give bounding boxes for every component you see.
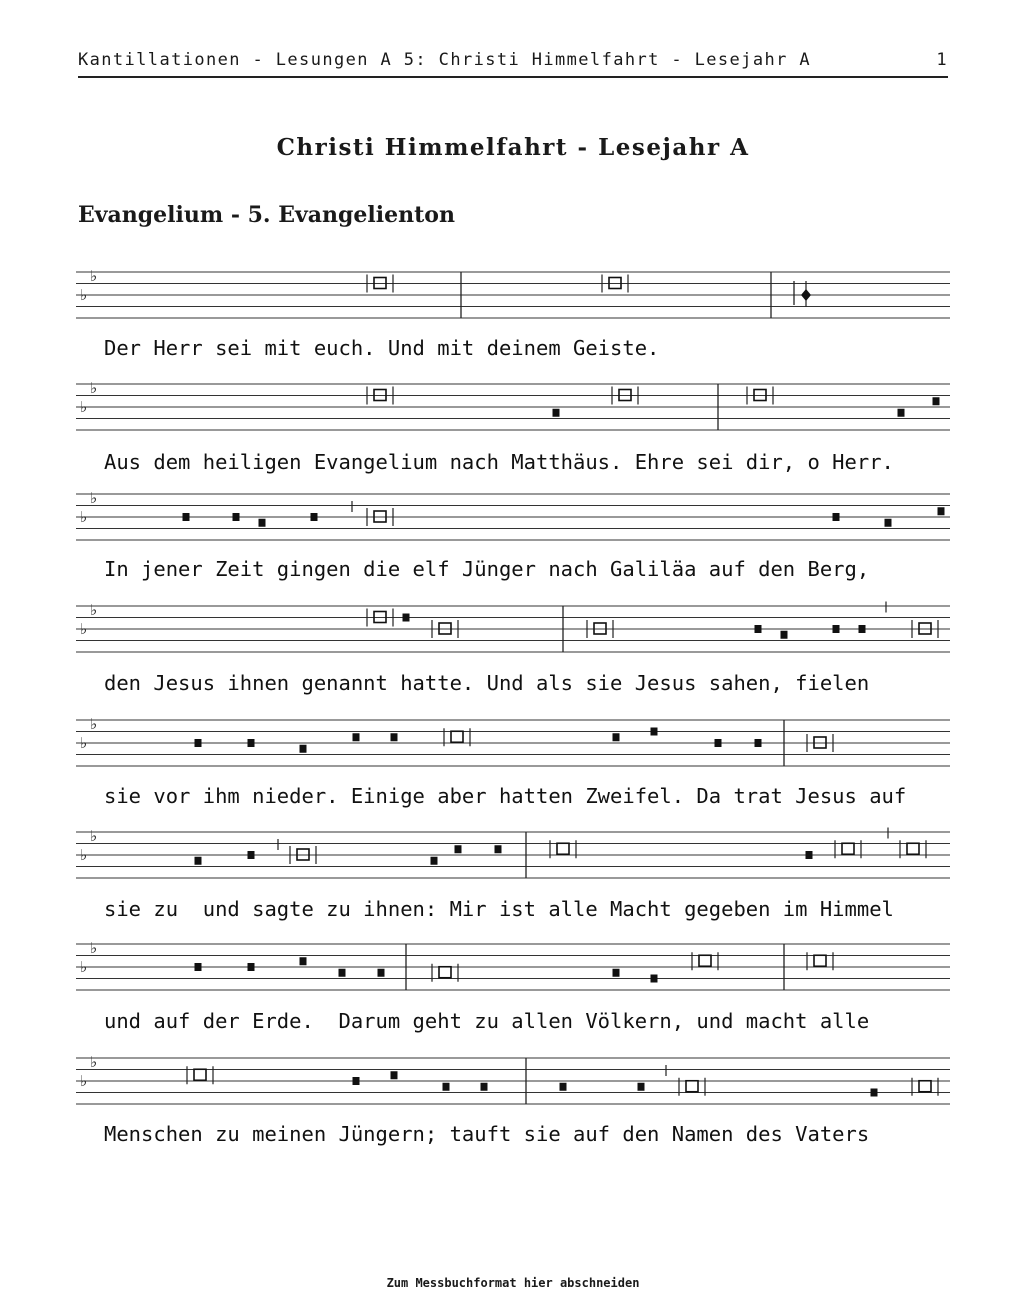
chant-note bbox=[248, 851, 255, 859]
svg-text:♭: ♭ bbox=[80, 846, 88, 864]
svg-text:♭: ♭ bbox=[90, 267, 98, 285]
chant-note bbox=[300, 745, 307, 753]
svg-text:♭: ♭ bbox=[90, 827, 98, 845]
flat-clef-icon bbox=[80, 827, 97, 864]
chant-note bbox=[833, 625, 840, 633]
flat-clef-icon bbox=[80, 601, 97, 638]
staff-svg bbox=[76, 266, 950, 326]
staff-line-1 bbox=[76, 266, 950, 326]
chant-note bbox=[495, 845, 502, 853]
chant-note bbox=[339, 969, 346, 977]
svg-text:♭: ♭ bbox=[90, 379, 98, 397]
chant-note bbox=[638, 1083, 645, 1091]
reciting-tone-note bbox=[900, 840, 926, 858]
staff-svg bbox=[76, 488, 950, 548]
staff-svg bbox=[76, 826, 950, 886]
chant-note bbox=[248, 739, 255, 747]
staff-svg bbox=[76, 600, 950, 660]
reciting-tone-note bbox=[444, 728, 470, 746]
svg-text:♭: ♭ bbox=[80, 1072, 88, 1090]
flat-clef-icon bbox=[80, 489, 97, 526]
chant-note bbox=[613, 969, 620, 977]
chant-note bbox=[195, 857, 202, 865]
svg-text:♭: ♭ bbox=[80, 286, 88, 304]
header-title: Kantillationen - Lesungen A 5: Christi Himmelfahrt - Lesejahr A bbox=[78, 50, 811, 70]
reciting-tone-note bbox=[835, 840, 861, 858]
chant-note bbox=[455, 845, 462, 853]
staff-line-3 bbox=[76, 488, 950, 548]
chant-note bbox=[898, 409, 905, 417]
chant-note bbox=[833, 513, 840, 521]
chant-note bbox=[300, 957, 307, 965]
svg-text:♭: ♭ bbox=[90, 601, 98, 619]
chant-note bbox=[938, 507, 945, 515]
reciting-tone-note bbox=[692, 952, 718, 970]
staff-line-4 bbox=[76, 600, 950, 660]
header-rule bbox=[78, 76, 948, 78]
chant-note bbox=[613, 733, 620, 741]
chant-note bbox=[403, 614, 410, 622]
chant-note bbox=[781, 631, 788, 639]
svg-text:♭: ♭ bbox=[80, 508, 88, 526]
lyric-line: Aus dem heiligen Evangelium nach Matthäus. Ehre sei dir, o Herr. bbox=[104, 450, 894, 474]
flat-clef-icon bbox=[80, 939, 97, 976]
lyric-line: den Jesus ihnen genannt hatte. Und als sie Jesus sahen, fielen bbox=[104, 671, 870, 695]
chant-note bbox=[195, 739, 202, 747]
staff-line-5 bbox=[76, 714, 950, 774]
page-title: Christi Himmelfahrt - Lesejahr A bbox=[276, 134, 750, 161]
svg-text:♭: ♭ bbox=[80, 620, 88, 638]
chant-note bbox=[183, 513, 190, 521]
chant-note bbox=[755, 625, 762, 633]
cut-line-note: Zum Messbuchformat hier abschneiden bbox=[386, 1276, 640, 1290]
svg-text:♭: ♭ bbox=[90, 1053, 98, 1071]
chant-note bbox=[651, 975, 658, 983]
chant-note bbox=[715, 739, 722, 747]
svg-text:♭: ♭ bbox=[80, 734, 88, 752]
lyric-line: In jener Zeit gingen die elf Jünger nach Galiläa auf den Berg, bbox=[104, 557, 870, 581]
running-header bbox=[78, 50, 948, 72]
chant-note bbox=[933, 397, 940, 405]
chant-note bbox=[481, 1083, 488, 1091]
chant-note bbox=[391, 733, 398, 741]
staff-svg bbox=[76, 1052, 950, 1112]
chant-note bbox=[259, 519, 266, 527]
svg-text:♭: ♭ bbox=[80, 958, 88, 976]
reciting-tone-note bbox=[679, 1078, 705, 1096]
reciting-tone-note bbox=[187, 1066, 213, 1084]
lyric-line: sie vor ihm nieder. Einige aber hatten Zweifel. Da trat Jesus auf bbox=[104, 784, 907, 808]
reciting-tone-note bbox=[807, 952, 833, 970]
chant-note bbox=[233, 513, 240, 521]
reciting-tone-note bbox=[432, 964, 458, 982]
staff-line-6 bbox=[76, 826, 950, 886]
chant-note bbox=[378, 969, 385, 977]
chant-note bbox=[353, 733, 360, 741]
section-heading: Evangelium - 5. Evangelienton bbox=[78, 202, 455, 228]
svg-text:♭: ♭ bbox=[80, 398, 88, 416]
chant-note bbox=[859, 625, 866, 633]
chant-note bbox=[391, 1071, 398, 1079]
svg-text:♭: ♭ bbox=[90, 715, 98, 733]
chant-note bbox=[443, 1083, 450, 1091]
reciting-tone-note bbox=[912, 1078, 938, 1096]
reciting-tone-note bbox=[550, 840, 576, 858]
chant-note bbox=[353, 1077, 360, 1085]
staff-svg bbox=[76, 378, 950, 438]
staff-line-8 bbox=[76, 1052, 950, 1112]
chant-note bbox=[651, 728, 658, 736]
chant-note bbox=[311, 513, 318, 521]
lyric-line: und auf der Erde. Darum geht zu allen Völkern, und macht alle bbox=[104, 1009, 870, 1033]
lyric-line: sie zu und sagte zu ihnen: Mir ist alle Macht gegeben im Himmel bbox=[104, 897, 894, 921]
staff-line-2 bbox=[76, 378, 950, 438]
lyric-line: Menschen zu meinen Jüngern; tauft sie auf den Namen des Vaters bbox=[104, 1122, 870, 1146]
chant-note bbox=[560, 1083, 567, 1091]
chant-note bbox=[755, 739, 762, 747]
chant-note bbox=[195, 963, 202, 971]
staff-line-7 bbox=[76, 938, 950, 998]
chant-note bbox=[553, 409, 560, 417]
flat-clef-icon bbox=[80, 379, 97, 416]
flat-clef-icon bbox=[80, 715, 97, 752]
chant-note bbox=[248, 963, 255, 971]
chant-note bbox=[885, 519, 892, 527]
flat-clef-icon bbox=[80, 267, 97, 304]
chant-note bbox=[431, 857, 438, 865]
chant-note bbox=[871, 1089, 878, 1097]
svg-text:♭: ♭ bbox=[90, 489, 98, 507]
staff-svg bbox=[76, 938, 950, 998]
final-note bbox=[794, 281, 811, 307]
page-number: 1 bbox=[936, 50, 948, 70]
lyric-line: Der Herr sei mit euch. Und mit deinem Geiste. bbox=[104, 336, 660, 360]
flat-clef-icon bbox=[80, 1053, 97, 1090]
chant-note bbox=[806, 851, 813, 859]
svg-text:♭: ♭ bbox=[90, 939, 98, 957]
staff-svg bbox=[76, 714, 950, 774]
